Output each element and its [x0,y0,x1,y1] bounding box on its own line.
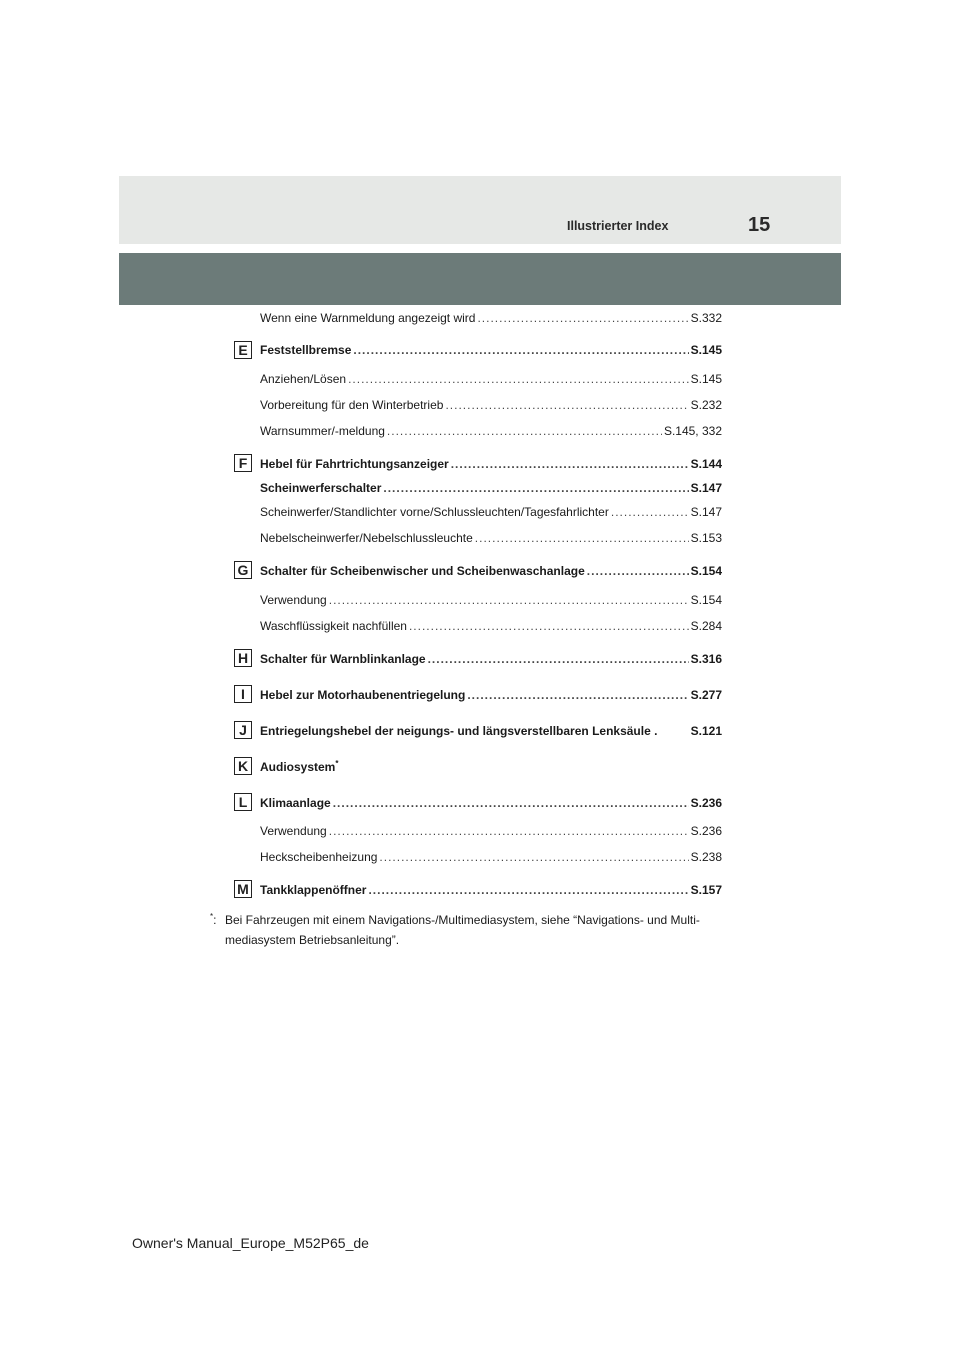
entry-label: Wenn eine Warnmeldung angezeigt wird [260,311,476,325]
leader-dots [368,881,688,899]
index-entry[interactable] [260,591,722,609]
index-entry[interactable] [260,529,722,547]
index-entry[interactable] [260,562,722,580]
entry-page: S.147 [690,481,722,495]
entry-label: Heckscheibenheizung [260,850,378,864]
leader-dots [333,794,689,812]
entry-page: S.121 [690,724,722,738]
index-entry[interactable] [260,503,722,521]
index-entry[interactable] [260,848,722,866]
index-entry[interactable] [260,370,722,388]
page-number: 15 [748,214,771,236]
leader-dots [587,562,689,580]
footnote [210,910,740,950]
footer-manual-id: Owner's Manual_Europe_M52P65_de [132,1235,369,1251]
index-entry[interactable] [260,455,722,473]
entry-label: Schalter für Warnblinkanlage [260,652,426,666]
leader-dots [467,686,688,704]
entry-label: Tankklappenöffner [260,883,367,897]
index-entry[interactable] [260,822,722,840]
entry-page: S.145 [690,343,722,357]
leader-dots [379,848,688,866]
section-title: Illustrierter Index [567,219,669,233]
entry-label: Verwendung [260,593,327,607]
leader-dots [383,479,688,497]
index-entry[interactable] [260,686,722,704]
entry-label: Hebel für Fahrtrichtungsanzeiger [260,457,449,471]
leader-dots [428,650,689,668]
entry-page: S.332 [690,311,722,325]
letter-marker-j: J [234,721,252,739]
index-entry[interactable] [260,309,722,327]
leader-dots [329,591,689,609]
entry-page: S.284 [690,619,722,633]
entry-page: S.232 [690,398,722,412]
entry-page: S.144 [690,457,722,471]
index-entry[interactable] [260,341,722,359]
index-entry[interactable] [260,650,722,668]
index-entry[interactable] [260,422,722,440]
index-entry[interactable] [260,881,722,899]
entry-label: Klimaanlage [260,796,331,810]
leader-dots [451,455,689,473]
leader-dots [387,422,662,440]
leader-dots [611,503,689,521]
entry-page: S.236 [690,824,722,838]
entry-label: Scheinwerferschalter [260,481,382,495]
entry-label: Hebel zur Motorhaubenentriegelung [260,688,466,702]
index-entry[interactable] [260,396,722,414]
letter-marker-e: E [234,341,252,359]
entry-label: Warnsummer/-meldung [260,424,385,438]
letter-marker-m: M [234,880,252,898]
letter-marker-i: I [234,685,252,703]
entry-label: Nebelscheinwerfer/Nebelschlussleuchte [260,531,473,545]
entry-page: S.147 [690,505,722,519]
entry-label: Vorbereitung für den Winterbetrieb [260,398,444,412]
entry-label: Feststellbremse [260,343,352,357]
leader-dots [348,370,689,388]
leader-dots [475,529,689,547]
index-entry[interactable] [260,758,722,776]
letter-marker-f: F [234,454,252,472]
entry-label: Scheinwerfer/Standlichter vorne/Schlussleuchten/Tagesfahrlichter [260,505,609,519]
entry-page: S.316 [690,652,722,666]
entry-page: S.277 [690,688,722,702]
entry-label: Entriegelungshebel der neigungs- und längsverstellbaren Lenksäule . [260,724,658,738]
leader-dots [409,617,689,635]
entry-label: Anziehen/Lösen [260,372,347,386]
leader-dots [445,396,688,414]
entry-page: S.153 [690,531,722,545]
entry-label: Audiosystem* [260,759,339,774]
index-entry[interactable] [260,617,722,635]
entry-label: Waschflüssigkeit nachfüllen [260,619,407,633]
letter-marker-l: L [234,793,252,811]
entry-label: Verwendung [260,824,327,838]
index-entry[interactable] [260,794,722,812]
leader-dots [353,341,688,359]
letter-marker-k: K [234,757,252,775]
entry-page: S.157 [690,883,722,897]
entry-page: S.238 [690,850,722,864]
leader-dots [329,822,689,840]
letter-marker-g: G [234,561,252,579]
entry-page: S.145 [690,372,722,386]
entry-page: S.145, 332 [663,424,722,438]
footnote-marker-label: *: [210,912,217,927]
index-entry[interactable] [260,479,722,497]
index-entry[interactable] [260,722,722,740]
footnote-marker: * [335,759,339,768]
footnote-text: Bei Fahrzeugen mit einem Navigations-/Multimediasystem, siehe “Navigations- und Multi-mediasystem Betriebsanleitung”. [225,913,700,947]
leader-dots [477,309,688,327]
entry-page: S.154 [690,564,722,578]
entry-page: S.154 [690,593,722,607]
entry-label: Schalter für Scheibenwischer und Scheibenwaschanlage [260,564,585,578]
letter-marker-h: H [234,649,252,667]
entry-page: S.236 [690,796,722,810]
